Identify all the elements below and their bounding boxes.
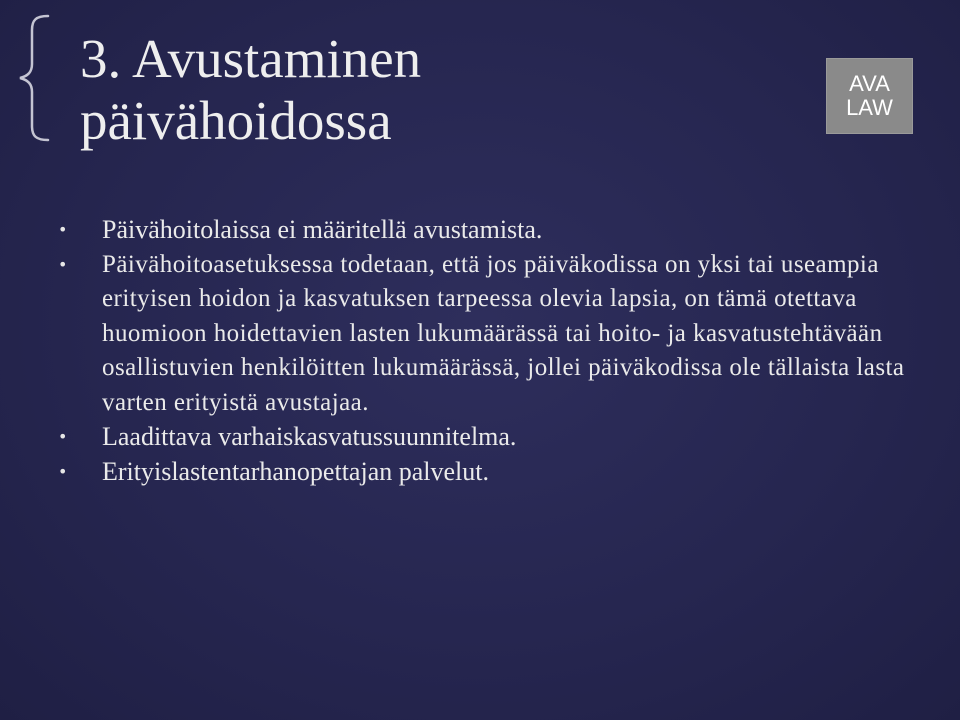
bullet-item (58, 248, 918, 421)
bullet-text: Laadittava varhaiskasvatussuunnitelma. (102, 422, 517, 451)
bullet-dot-icon: • (58, 461, 68, 481)
slide-title-line-1: 3. Avustaminen (80, 28, 422, 89)
slide-title (80, 28, 421, 152)
bullet-list (58, 213, 918, 489)
bullet-item (58, 455, 918, 490)
bullet-dot-icon: • (58, 427, 68, 446)
slide-title-line-2: päivähoidossa (80, 90, 392, 151)
bullet-dot-icon: • (58, 254, 68, 274)
ava-law-logo (826, 58, 913, 134)
logo-text-line-2: LAW (846, 95, 893, 120)
bullet-text: Erityislastentarhanopettajan palvelut. (102, 456, 489, 486)
bullet-item (58, 420, 918, 455)
bullet-text: Päivähoitoasetuksessa todetaan, että jos päiväkodissa on yksi tai useampia erityisen hoidon ja kasvatuksen tarpeessa olevia lapsia, on tämä otettava huomioon hoidettavien lasten lukumäärässä tai hoito- ja kasvatustehtävään osallistuvien henkilöitten lukumäärässä, jollei päiväkodissa ole tällaista lasta varten erityistä avustajaa. (102, 250, 905, 416)
bullet-item (58, 213, 918, 248)
bullet-text: Päivähoitolaissa ei määritellä avustamista. (102, 215, 543, 244)
brace-decoration-icon (0, 0, 70, 160)
logo-text-line-1: AVA (849, 71, 890, 96)
bullet-dot-icon: • (58, 220, 68, 239)
